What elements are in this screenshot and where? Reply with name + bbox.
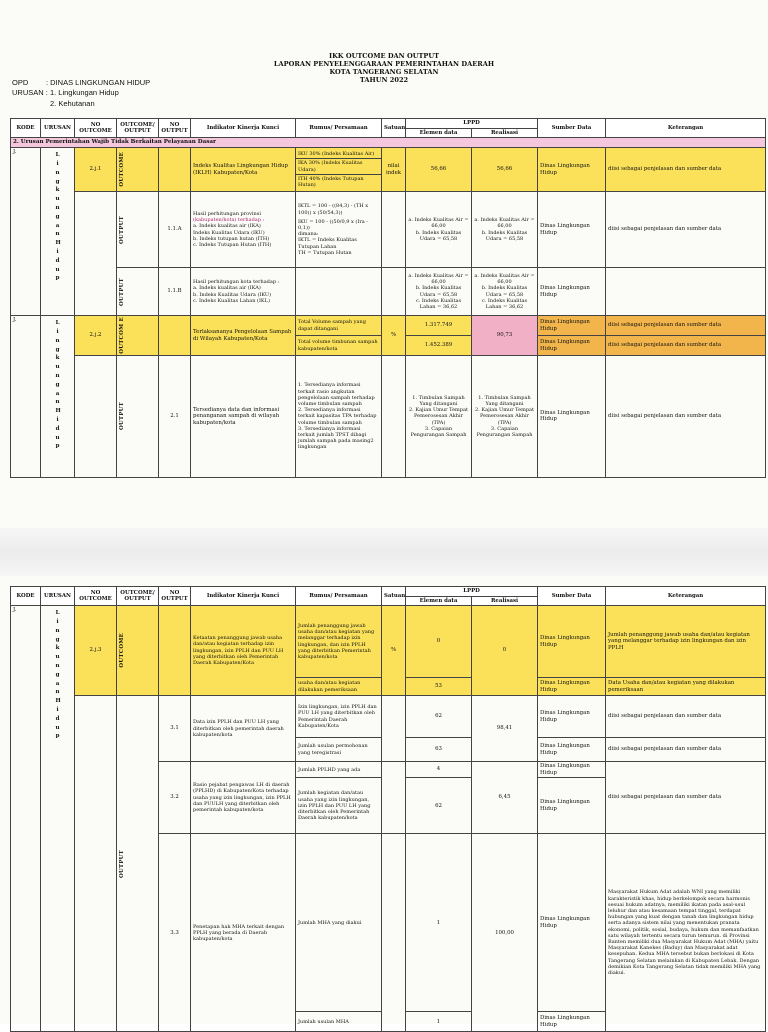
header-line-2: LAPORAN PENYELENGGARAAN PEMERINTAHAN DAERAH	[273, 60, 495, 68]
no-output-cell	[159, 606, 191, 696]
col-kode: KODE	[11, 587, 41, 606]
rumus-cell-a: Jumlah MHA yang diakui	[296, 834, 382, 1012]
rumus-cell-a: Jumlah penanggung jawab usaha dan/atau kegiatan yang melanggar terhadap izin lingkungan, dan izin PPLH yang diterbitkan Pemerintah kabupaten/kota	[296, 606, 382, 678]
no-output-cell	[159, 148, 191, 192]
col-realisasi: Realisasi	[472, 596, 538, 606]
opd-value: : DINAS LINGKUNGAN HIDUP	[46, 78, 151, 87]
sumber-cell-b: Dinas Lingkungan Hidup	[538, 336, 606, 356]
output-label-cell: OUTPUT	[117, 268, 159, 316]
urusan-item-2: 2. Kehutanan	[50, 99, 95, 108]
realisasi-cell: 0	[472, 606, 538, 696]
realisasi-cell: 98,41	[472, 696, 538, 762]
indikator-cell: Indeks Kualitas Lingkungan Hidup (IKLH) Kabupaten/Kota	[191, 148, 296, 192]
kode-cell: J.	[11, 316, 41, 478]
col-no-output: NO OUTPUT	[159, 119, 191, 138]
realisasi-cell: 100,00	[472, 834, 538, 1032]
urusan-vertical: L i n g k u n g a n H i d u p	[41, 148, 75, 316]
sumber-cell-a: Dinas Lingkungan Hidup	[538, 606, 606, 678]
col-sumber: Sumber Data	[538, 119, 606, 138]
indikator-cell: Hasil perhitungan kota terhadap : a. Indeks kualitas air (IKA) b. Indeks Kualitas Udara (IKU) c. Indeks Kualitas Lahan (IKL)	[191, 268, 296, 316]
indikator-cell: Rasio pejabat pengawas LH di daerah (PPLHD) di Kabupaten/Kota terhadap usaha yang izin lingkungan, izin PPLH dan PUULH yang diterbitkan oleh pemerintah kabupaten/kota	[191, 762, 296, 834]
sumber-cell-b: Dinas Lingkungan Hidup	[538, 1012, 606, 1032]
elemen-cell: a. Indeks Kualitas Air = 66,00 b. Indeks Kualitas Udara = 65,58	[406, 192, 472, 268]
col-keterangan: Keterangan	[606, 587, 766, 606]
no-outcome-cell	[75, 355, 117, 477]
col-lppd: LPPD	[406, 119, 538, 129]
section-title: 2. Urusan Pemerintahan Wajib Tidak Berkaitan Pelayanan Dasar	[11, 138, 766, 148]
keterangan-cell-a: diisi sebagai penjelasan dan sumber data	[606, 696, 766, 738]
col-realisasi: Realisasi	[472, 128, 538, 138]
rumus-a: IKU 30% (Indeks Kualitas Air)	[296, 150, 381, 159]
realisasi-cell: 1. Timbulan Sampah Yang ditangani 2. Kajian Umur Tempat Pemerosesan Akhir (TPA) 3. Capaian Pengurangan Sampah	[472, 355, 538, 477]
col-satuan: Satuan	[382, 587, 406, 606]
col-urusan: URUSAN	[41, 587, 75, 606]
keterangan-cell-b: diisi sebagai penjelasan dan sumber data	[606, 738, 766, 762]
no-output-cell: 3.1	[159, 696, 191, 762]
rumus-cell-b: usaha dan/atau kegiatan dilakukan pemeriksaan	[296, 678, 382, 696]
keterangan-cell-b: Data Usaha dan/atau kegiatan yang dilakukan pemeriksaan	[606, 678, 766, 696]
no-outcome-cell: 2.j.1	[75, 148, 117, 192]
rumus-cell-a: Total Volume sampah yang dapat ditangani	[296, 316, 382, 336]
urusan-vertical: L i n g k u n g a n H i d u p	[41, 606, 75, 1032]
rumus-cell	[296, 148, 382, 192]
satuan-cell	[382, 268, 406, 316]
elemen-cell-a: 1.317.749	[406, 316, 472, 336]
no-output-cell: 3.3	[159, 834, 191, 1032]
keterangan-cell: diisi sebagai penjelasan dan sumber data	[606, 355, 766, 477]
elemen-cell-b: 63	[406, 738, 472, 762]
rumus-cell: IKTL = 100 - ((84,3) - (TH x 100)) x (50/54,3)) IKU = 100 - ((50/0,9 x (Ira - 0,1)) dimana: IKTL = Indeks Kualitas Tutupan Lahan TH = Tutupan Hutan	[296, 192, 382, 268]
urusan-item-1: 1. Lingkungan Hidup	[49, 88, 119, 97]
keterangan-cell	[606, 268, 766, 316]
urusan-line-1	[12, 88, 119, 98]
indikator-cell: Ketaatan penanggung jawab usaha dan/atau kegiatan terhadap izin lingkungan, izin PPLH dan PUU LH yang diterbitkan oleh Pemerintah Daerah Kabupaten/Kota	[191, 606, 296, 696]
no-output-cell: 2.1	[159, 355, 191, 477]
col-kode: KODE	[11, 119, 41, 138]
col-lppd: LPPD	[406, 587, 538, 597]
kode-cell: J.	[11, 606, 41, 1032]
indikator-cell: Penetapan hak MHA terkait dengan PPLH yang berada di Daerah kabupaten/kota	[191, 834, 296, 1032]
col-rumus: Rumus/ Persamaan	[296, 587, 382, 606]
header-line-1: IKK OUTCOME DAN OUTPUT	[328, 52, 440, 60]
rumus-cell-b: Jumlah usulan MHA	[296, 1012, 382, 1032]
indikator-cell: Data izin PPLH dan PUU LH yang diterbitkan oleh pemerintah daerah kabupaten/kota	[191, 696, 296, 762]
sumber-cell-b: Dinas Lingkungan Hidup	[538, 738, 606, 762]
sumber-cell-b: Dinas Lingkungan Hidup	[538, 678, 606, 696]
col-sumber: Sumber Data	[538, 587, 606, 606]
keterangan-cell: diisi sebagai penjelasan dan sumber data	[606, 148, 766, 192]
no-output-cell	[159, 316, 191, 356]
page-gap	[0, 528, 768, 576]
output-label-cell: OUTPUT	[117, 355, 159, 477]
col-rumus: Rumus/ Persamaan	[296, 119, 382, 138]
sumber-cell-a: Dinas Lingkungan Hidup	[538, 316, 606, 336]
table-row	[11, 268, 766, 316]
satuan-cell	[382, 355, 406, 477]
col-indikator: Indikator Kinerja Kunci	[191, 587, 296, 606]
sumber-cell-b: Dinas Lingkungan Hidup	[538, 778, 606, 834]
col-keterangan: Keterangan	[606, 119, 766, 138]
opd-label: OPD	[12, 78, 29, 87]
keterangan-cell: diisi sebagai penjelasan dan sumber data	[606, 192, 766, 268]
sumber-cell: Dinas Lingkungan Hidup	[538, 268, 606, 316]
col-no-outcome: NO OUTCOME	[75, 119, 117, 138]
elemen-cell-b: 62	[406, 778, 472, 834]
table-row	[11, 192, 766, 268]
realisasi-cell: a. Indeks Kualitas Air = 66,00 b. Indeks Kualitas Udara = 65,58	[472, 192, 538, 268]
no-outcome-cell	[75, 696, 117, 1032]
elemen-cell-a: 4	[406, 762, 472, 778]
kode-cell: J.	[11, 148, 41, 316]
indikator-cell: Tersedianya data dan informasi penanganan sampah di wilayah kabupaten/kota	[191, 355, 296, 477]
section-row	[11, 138, 766, 148]
rumus-b: IKA 30% (Indeks Kualitas Udara)	[296, 159, 381, 174]
col-no-output: NO OUTPUT	[159, 587, 191, 606]
urusan-label: URUSAN :	[12, 88, 48, 97]
no-outcome-cell: 2.j.3	[75, 606, 117, 696]
opd-line	[12, 78, 150, 88]
keterangan-cell: Masyarakat Hukum Adat adalah WNI yang memiliki karakteristik khas, hidup berkelompok secara harmonis sesuai hukum adatnya, memiliki ikatan pada asal-usul leluhur dan atau kesamaan tempat tinggal, terdapat hubungan yang kuat dengan tanah dan lingkungan hidup serta adanya sistem nilai yang menentukan pranata ekonomi, politik, sosial, budaya, hukum dan memanfaatkan satu wilayah tertentu secara turun temurun. di Provinsi Banten memiliki dua Masyarakat Hukum Adat (MHA) yaitu Masyarakat Kanekes (Baduy) dan Masyarakat adat kesepuhan. Kedua MHA tersebut bukan berlokasi di Kota Tangerang Selatan melainkan di Kabupaten Lebak. Dengan demikian Kota Tangerang Selatan tidak memiliki MHA yang diakui.	[606, 834, 766, 1032]
table-row	[11, 606, 766, 678]
elemen-cell-a: 0	[406, 606, 472, 678]
keterangan-cell-b: diisi sebagai penjelasan dan sumber data	[606, 336, 766, 356]
keterangan-cell-a: diisi sebagai penjelasan dan sumber data	[606, 316, 766, 336]
no-output-cell: 1.1.A	[159, 192, 191, 268]
elemen-cell: 1. Timbulan Sampah Yang ditangani 2. Kajian Umur Tempat Pemerosesan Akhir (TPA) 3. Capaian Pengurangan Sampah	[406, 355, 472, 477]
col-no-outcome: NO OUTCOME	[75, 587, 117, 606]
no-outcome-cell: 2.j.2	[75, 316, 117, 356]
ikk-table-page-1	[10, 118, 766, 478]
satuan-cell	[382, 834, 406, 1032]
sumber-cell-a: Dinas Lingkungan Hidup	[538, 762, 606, 778]
ikk-table-page-2	[10, 586, 766, 1032]
satuan-cell: %	[382, 316, 406, 356]
satuan-cell	[382, 696, 406, 762]
rumus-cell-b: Jumlah usulan permohonan yang teregistrasi	[296, 738, 382, 762]
table-row	[11, 355, 766, 477]
keterangan-cell-a: Jumlah penanggung jawab usaha dan/atau kegiatan yang melanggar terhadap izin lingkungan dan izin PPLH	[606, 606, 766, 678]
header-line-4: TAHUN 2022	[359, 76, 409, 84]
satuan-cell: nilai indek	[382, 148, 406, 192]
elemen-cell-a: 1	[406, 834, 472, 1012]
sumber-cell-a: Dinas Lingkungan Hidup	[538, 696, 606, 738]
output-label-cell: OUTPUT	[117, 696, 159, 1032]
rumus-cell-a: Jumlah PPLHD yang ada	[296, 762, 382, 778]
rumus-cell-b: Total volume timbunan sampah kabupaten/kota	[296, 336, 382, 356]
indikator-cell: Hasil perhitungan provinsi (kabupaten/kota) terhadap : a. Indeks kualitas air (IKA) Indeks Kualitas Udara (IKU) b. Indeks tutupan hutan (ITH) c. Indeks Tutupan Hutan (ITH)	[191, 192, 296, 268]
outcome-label-cell: OUTCOME	[117, 606, 159, 696]
elemen-cell-a: 62	[406, 696, 472, 738]
rumus-cell-a: Izin lingkungan, izin PPLH dan PUU LH yang diterbitkan oleh Pemerintah Daerah Kabupaten/Kota	[296, 696, 382, 738]
sumber-cell: Dinas Lingkungan Hidup	[538, 192, 606, 268]
indikator-cell: Terlaksananya Pengelolaan Sampah di Wilayah Kabupaten/Kota	[191, 316, 296, 356]
realisasi-cell: 90,73	[472, 316, 538, 356]
col-satuan: Satuan	[382, 119, 406, 138]
col-elemen: Elemen data	[406, 596, 472, 606]
elemen-cell: a. Indeks Kualitas Air = 66,00 b. Indeks Kualitas Udara = 65,58 c. Indeks Kualitas Lahan = 36,62	[406, 268, 472, 316]
sumber-cell-a: Dinas Lingkungan Hidup	[538, 834, 606, 1012]
elemen-cell-b: 1.452.389	[406, 336, 472, 356]
col-indikator: Indikator Kinerja Kunci	[191, 119, 296, 138]
no-output-cell: 3.2	[159, 762, 191, 834]
no-outcome-cell	[75, 192, 117, 316]
outcome-label-cell: OUTCOME	[117, 148, 159, 192]
rumus-cell-b: Jumlah kegiatan dan/atau usaha yang izin lingkungan, izin PPLH dan PUU LH yang diterbitkan oleh Pemerintah Daerah kabupaten/kota	[296, 778, 382, 834]
output-label-cell: OUTPUT	[117, 192, 159, 268]
col-outcome-output: OUTCOME/ OUTPUT	[117, 587, 159, 606]
col-elemen: Elemen data	[406, 128, 472, 138]
col-urusan: URUSAN	[41, 119, 75, 138]
elemen-cell-b: 1	[406, 1012, 472, 1032]
no-output-cell: 1.1.B	[159, 268, 191, 316]
report-page-2	[0, 576, 768, 1028]
keterangan-cell: diisi sebagai penjelasan dan sumber data	[606, 762, 766, 834]
sumber-cell: Dinas Lingkungan Hidup	[538, 355, 606, 477]
rumus-cell: 1. Tersedianya informasi terkait rasio angkutan pengelolaan sampah terhadap volume timbulan sampah 2. Tersedianya informasi terkait kapasitas TPA terhadap volume timbulan sampah 3. Tersedianya informasi terkait jumlah TPST dibagi jumlah sampah pada masing2 lingkungan	[296, 355, 382, 477]
outcome-label-cell: OUTCOM E	[117, 316, 159, 356]
col-outcome-output: OUTCOME/ OUTPUT	[117, 119, 159, 138]
rumus-cell	[296, 268, 382, 316]
urusan-line-2	[50, 99, 95, 109]
elemen-cell: 56,66	[406, 148, 472, 192]
elemen-cell-b: 53	[406, 678, 472, 696]
table-row	[11, 696, 766, 738]
satuan-cell	[382, 762, 406, 834]
rumus-c: ITH 40% (Indeks Tutupan Hutan)	[298, 175, 364, 188]
header-line-3: KOTA TANGERANG SELATAN	[329, 68, 439, 76]
table-row	[11, 148, 766, 192]
sumber-cell: Dinas Lingkungan Hidup	[538, 148, 606, 192]
urusan-vertical: L i n g k u n g a n H i d u p	[41, 316, 75, 478]
table-row	[11, 316, 766, 336]
realisasi-cell: a. Indeks Kualitas Air = 66,00 b. Indeks Kualitas Udara = 65,58 c. Indeks Kualitas Lahan = 36,62	[472, 268, 538, 316]
realisasi-cell: 6,45	[472, 762, 538, 834]
realisasi-cell: 56,66	[472, 148, 538, 192]
satuan-cell	[382, 192, 406, 268]
satuan-cell: %	[382, 606, 406, 696]
